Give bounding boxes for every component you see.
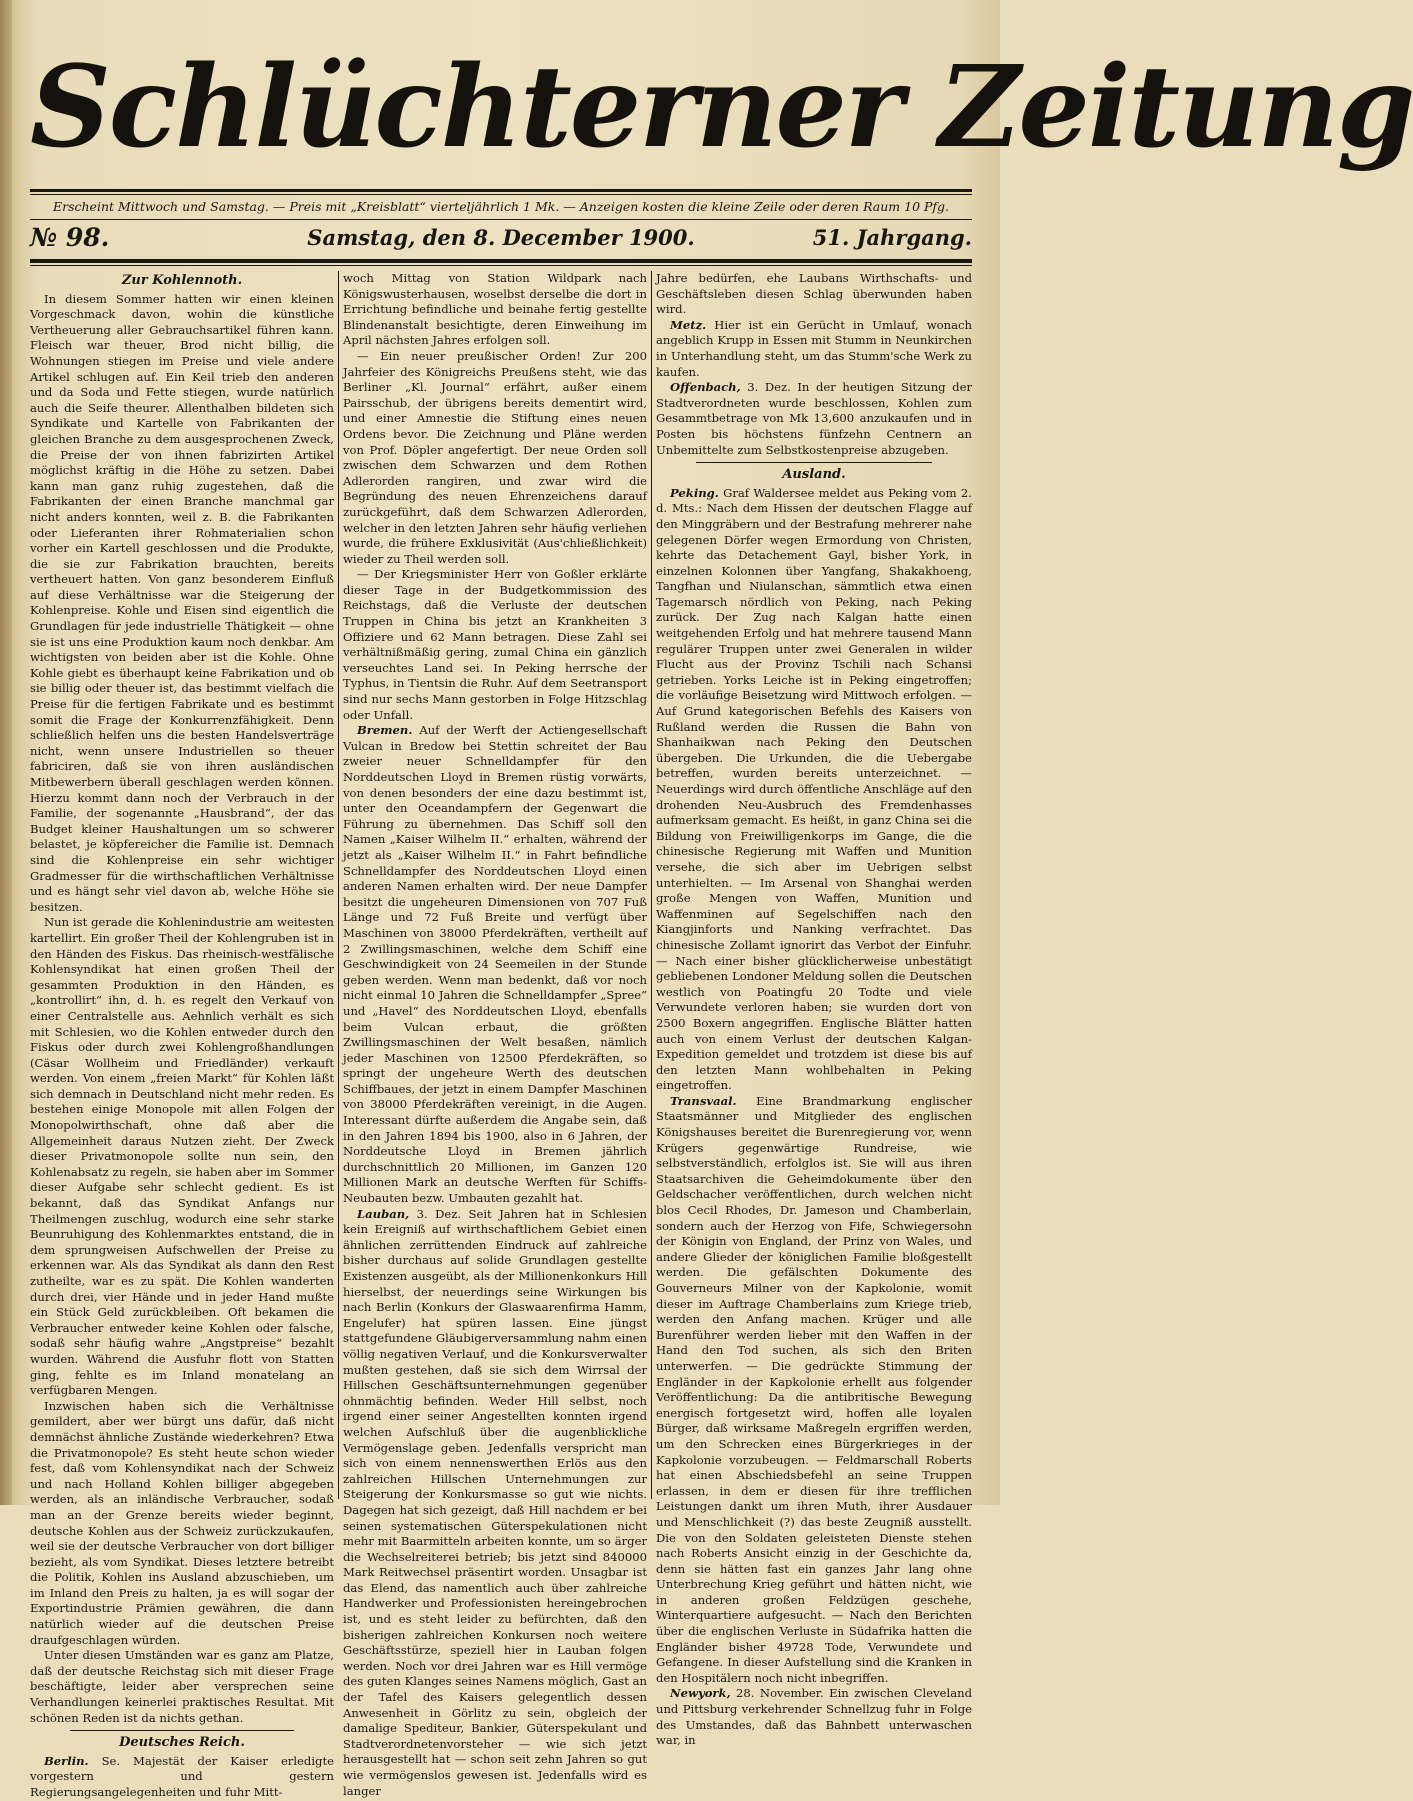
header-rule-thin	[30, 265, 972, 266]
section-rule	[70, 1730, 294, 1731]
issue-volume: 51. Jahrgang.	[812, 225, 972, 250]
article-paragraph	[656, 1094, 972, 1687]
column-3	[656, 271, 972, 1748]
dateline: Lauban,	[357, 1206, 410, 1221]
column-1	[30, 271, 334, 1799]
section-heading: Ausland.	[782, 467, 846, 483]
paragraph-text: Graf Waldersee meldet aus Peking vom 2. d. Mts.: Nach dem Hissen der deutschen Flagge auf den Minggräbern und der Bestrafung mehrerer nahe gelegenen Dörfer wegen Ermordung von Christen, kehrte das Detachement Gayl, bisher York, in einzelnen Kolonnen über Yangfang, Shakakhoeng, Tangfhan und Niulanschan, sämmtlich etwa einen Tagemarsch nördlich von Peking, nach Peking zurück. Der Zug nach Kalgan hatte einen weitgehenden Erfolg und hat mehrere tausend Mann regulärer Truppen unter zwei Generalen in wilder Flucht aus der Provinz Tschili nach Schansi getrieben. Yorks Leiche ist in Peking eingetroffen; die vorläufige Beisetzung wird Mittwoch erfolgen. — Auf Grund kategorischen Befehls des Kaisers von Rußland werden die Russen die Bahn von Shanhaikwan nach Peking den Deutschen übergeben. Die Urkunden, die die Uebergabe betreffen, wurden bereits unterzeichnet. — Neuerdings wird durch öffentliche Anschläge auf den drohenden Neu-Ausbruch des Fremdenhasses aufmerksam gemacht. Es heißt, in ganz China sei die Bildung von Freiwilligenkorps im Gange, die die chinesische Regierung mit Waffen und Munition versehe, die sich aber im Uebrigen selbst unterhielten. — Im Arsenal von Shanghai werden große Mengen von Waffen, Munition und Waffenminen auf Segelschiffen nach den Kiangjinforts und Nanking verfrachtet. Das chinesische Zollamt ignorirt das Verbot der Einfuhr. — Nach einer bisher glücklicherweise unbestätigt gebliebenen Londoner Meldung sollen die Deutschen westlich von Poatingfu 20 Todte und viele Verwundete verloren haben; sie wurden dort von 2500 Boxern angegriffen. Englische Blätter hatten auch von einem Verlust der deutschen Kalgan-Expedition gemeldet und trotzdem ist diese bis auf den letzten Mann wohlbehalten in Peking eingetroffen.	[656, 485, 972, 1093]
paragraph-text: Hier ist ein Gerücht in Umlauf, wonach angeblich Krupp in Essen mit Stumm in Neunkirchen in Unterhandlung steht, um das Stumm'sche Werk zu kaufen.	[656, 317, 972, 379]
info-rule	[30, 219, 972, 220]
article-paragraph: — Ein neuer preußischer Orden! Zur 200 Jahrfeier des Königreichs Preußens steht, wie das Berliner „Kl. Journal“ erfährt, außer einem Pairsschub, der übrigens bereits dementirt wird, und einer Amnestie die Stiftung eines neuen Ordens bevor. Die Zeichnung und Pläne werden von Prof. Döpler angefertigt. Der neue Orden soll zwischen dem Schwarzen und dem Rothen Adlerorden rangiren, und zwar wird die Begründung des neuen Ehrenzeichens darauf zurückgeführt, daß dem Schwarzen Adlerorden, welcher in den letzten Jahren sehr häufig verliehen wurde, die frühere Exklusivität (Aus'chließlichkeit) wieder zu Theil werden soll.	[343, 348, 647, 566]
issue-date: Samstag, den 8. December 1900.	[307, 225, 695, 250]
dateline: Offenbach,	[670, 380, 741, 395]
masthead-title: Schlüchterner Zeitung	[30, 42, 1413, 173]
publication-info: Erscheint Mittwoch und Samstag. — Preis mit „Kreisblatt“ vierteljährlich 1 Mk. — Anzeigen kosten die kleine Zeile oder deren Raum 10 Pfg.	[52, 199, 950, 214]
article-paragraph	[656, 486, 972, 1094]
masthead-rule	[30, 189, 972, 192]
page-edge	[0, 0, 12, 1505]
article-paragraph: In diesem Sommer hatten wir einen kleinen Vorgeschmack davon, wohin die künstliche Vertheuerung aller Gebrauchsartikel führen kann. Fleisch war theuer, Brod nicht billig, die Wohnungen stiegen im Preise und viele andere Artikel schlugen auf. Ein Keil trieb den anderen und da Soda und Fette stiegen, wurde natürlich auch die Seife theurer. Allenthalben bildeten sich Syndikate und Kartelle von Fabrikanten der gleichen Branche zu dem ausgesprochenen Zweck, die Preise der von ihnen fabrizirten Artikel möglichst kräftig in die Höhe zu setzen. Dabei kann man ganz ruhig zugestehen, daß die Fabrikanten der einen Branche manchmal gar nicht anders konnten, weil z. B. die Fabrikanten oder Lieferanten ihrer Rohmaterialien schon vorher ein Kartell geschlossen und die Produkte, die sie zur Fabrikation brauchten, bereits vertheuert hatten. Von ganz besonderem Einfluß auf diese Verhältnisse war die Steigerung der Kohlenpreise. Kohle und Eisen sind eigentlich die Grundlagen für jede industrielle Thätigkeit — ohne sie ist uns eine Produktion kaum noch denkbar. Am wichtigsten von beiden aber ist die Kohle. Ohne Kohle giebt es überhaupt keine Fabrikation und ob sie billig oder theuer ist, das bestimmt vielfach die Preise für die fertigen Fabrikate und es bestimmt somit die Frage der Konkurrenzfähigkeit. Denn schließlich helfen uns die besten Handelsverträge nicht, wenn unsere Industriellen so theuer fabriciren, daß sie von ihren ausländischen Mitbewerbern überall geschlagen werden können. Hierzu kommt dann noch der Verbrauch in der Familie, der sogenannte „Hausbrand“, der das Budget kleiner Haushaltungen um so schwerer belastet, je köpfereicher die Familie ist. Demnach sind die Kohlenpreise ein sehr wichtiger Gradmesser für die wirthschaftlichen Verhältnisse und es hängt sehr viel davon ab, welche Höhe sie besitzen.	[30, 291, 334, 914]
column-2	[343, 271, 647, 1798]
article-paragraph	[656, 380, 972, 458]
header-rule-thick	[30, 259, 972, 263]
article-paragraph: Jahre bedürfen, ehe Laubans Wirthschafts- und Geschäftsleben diesen Schlag überwunden haben wird.	[656, 271, 972, 317]
paragraph-text: Eine Brandmarkung englischer Staatsmänner und Mitglieder des englischen Königshauses bereitet die Burenregierung vor, wenn Krügers gegenwärtige Rundreise, wie selbstverständlich, erfolglos ist. Sie will aus ihren Staatsarchiven die Geheimdokumente über den Geldschacher veröffentlichen, durch welchen nicht blos Cecil Rhodes, Dr. Jameson und Chamberlain, sondern auch der Herzog von Fife, Schwiegersohn der Königin von England, der Prinz von Wales, und andere Glieder der königlichen Familie bloßgestellt werden. Die gefälschten Dokumente des Gouverneurs Milner von der Kapkolonie, womit dieser im Auftrage Chamberlains zum Kriege trieb, werden den Anfang machen. Krüger und alle Burenführer werden lieber mit den Waffen in der Hand den Tod suchen, als sich den Briten unterwerfen. — Die gedrückte Stimmung der Engländer in der Kapkolonie erhellt aus folgender Veröffentlichung: Da die antibritische Bewegung energisch fortgesetzt wird, hoffen alle loyalen Bürger, daß wirksame Maßregeln ergriffen werden, um den Schrecken eines Bürgerkrieges in der Kapkolonie vorzubeugen. — Feldmarschall Roberts hat einen Abschiedsbefehl an seine Truppen erlassen, in dem er diesen für ihre trefflichen Leistungen dankt um ihren Muth, ihrer Ausdauer und Menschlichkeit (?) das beste Zeugniß ausstellt. Die von den Soldaten geleisteten Dienste stehen nach Roberts Ansicht einzig in der Geschichte da, denn sie hätten fast ein ganzes Jahr lang ohne Unterbrechung Krieg geführt und hätten nicht, wie in anderen großen Feldzügen geschehe, Winterquartiere aufgesucht. — Nach den Berichten über die englischen Verluste in Südafrika hatten die Engländer bisher 49728 Tode, Verwundete und Gefangene. In dieser Aufstellung sind die Kranken in den Hospitälern noch nicht inbegriffen.	[656, 1093, 972, 1685]
paragraph-text: 28. November. Ein zwischen Cleveland und Pittsburg verkehrender Schnellzug fuhr in Folge des Umstandes, daß das Bahnbett unterwaschen war, in	[656, 1686, 972, 1748]
article-paragraph: Nun ist gerade die Kohlenindustrie am weitesten kartellirt. Ein großer Theil der Kohlengruben ist in den Händen des Fiskus. Das rheinisch-westfälische Kohlensyndikat hat einen großen Theil der gesammten Produktion in den Händen, es „kontrollirt“ ihn, d. h. es regelt den Verkauf von einer Centralstelle aus. Aehnlich verhält es sich mit Schlesien, wo die Kohlen entweder durch den Fiskus oder durch zwei Kohlengroßhandlungen (Cäsar Wollheim und Friedländer) verkauft werden. Von einem „freien Markt“ für Kohlen läßt sich demnach in Deutschland nicht mehr reden. Es bestehen einige Monopole mit allen Folgen der Monopolwirthschaft, ohne daß aber die Allgemeinheit daraus Nutzen zieht. Der Zweck dieser Privatmonopole sollte nun sein, den Kohlenabsatz zu regeln, sie haben aber im Sommer dieser Aufgabe sehr schlecht gedient. Es ist bekannt, daß das Syndikat Anfangs nur Theilmengen zuschlug, wodurch eine sehr starke Beunruhigung des Kohlenmarktes entstand, die in dem sprungweisen Aufschwellen der Preise zu erkennen war. Als das Syndikat als dann den Rest zutheilte, war es zu spät. Die Kohlen wanderten durch drei, vier Hände und in jeder Hand mußte ein Stück Geld zurückbleiben. Oft bekamen die Verbraucher entweder keine Kohlen oder falsche, sodaß sehr häufig wahre „Angstpreise“ bezahlt wurden. Während die Ausfuhr flott von Statten ging, fehlte es im Inland monatelang an verfügbaren Mengen.	[30, 915, 334, 1398]
section-rule	[696, 462, 932, 463]
paragraph-text: 3. Dez. In der heutigen Sitzung der Stadtverordneten wurde beschlossen, Kohlen zum Gesammtbetrage von Mk 13,600 anzukaufen und in Posten bis höchstens fünfzehn Centnern an Unbemittelte zum Selbstkostenpreise abzugeben.	[656, 380, 972, 457]
dateline: Transvaal.	[670, 1093, 737, 1108]
dateline: Bremen.	[357, 723, 413, 738]
article-paragraph: — Der Kriegsminister Herr von Goßler erklärte dieser Tage in der Budgetkommission des Reichstags, daß die Verluste der deutschen Truppen in China bis jetzt an Krankheiten 3 Offiziere und 62 Mann betragen. Diese Zahl sei verhältnißmäßig gering, zumal China ein gänzlich verseuchtes Land sei. In Peking herrsche der Typhus, in Tientsin die Ruhr. Auf dem Seetransport sind nur sechs Mann gestorben in Folge Hitzschlag oder Unfall.	[343, 567, 647, 722]
article-paragraph: woch Mittag von Station Wildpark nach Königswusterhausen, woselbst derselbe die dort in Errichtung befindliche und beinahe fertig gestellte Blindenanstalt besichtigte, deren Einweihung im April nächsten Jahres erfolgen soll.	[343, 271, 647, 348]
dateline: Metz.	[670, 317, 707, 332]
dateline: Newyork,	[670, 1686, 731, 1701]
dateline: Berlin.	[44, 1753, 89, 1768]
article-paragraph	[343, 1207, 647, 1800]
article-paragraph	[30, 1754, 334, 1801]
section-heading: Deutsches Reich.	[119, 1735, 245, 1751]
article-paragraph	[656, 318, 972, 380]
paragraph-text: 3. Dez. Seit Jahren hat in Schlesien kein Ereigniß auf wirthschaftlichem Gebiet einen ähnlichen zerrüttenden Eindruck auf zahlreiche bisher durchaus auf solide Grundlagen gestellte Existenzen ausgeübt, als der Millionenkonkurs Hill hierselbst, der neuerdings seine Wirkungen bis nach Berlin (Konkurs der Glaswaarenfirma Hamm, Engelufer) hat spüren lassen. Eine jüngst stattgefundene Gläubigerversammlung nahm einen völlig negativen Verlauf, und die Konkursverwalter mußten gestehen, daß sie sich dem Wirrsal der Hillschen Geschäftsunternehmungen gegenüber ohnmächtig befinden. Weder Hill selbst, noch irgend einer seiner Angestellten konnten irgend welchen Aufschluß über die augenblickliche Vermögenslage geben. Jedenfalls verspricht man sich von einem nennenswerthen Erlös aus den zahlreichen Hillschen Unternehmungen zur Steigerung der Konkursmasse so gut wie nichts. Dagegen hat sich gezeigt, daß Hill nachdem er bei seinen systematischen Güterspekulationen nicht mehr mit Baarmitteln arbeiten konnte, um so ärger die Wechselreiterei betrieb; bis jetzt sind 840000 Mark Reitwechsel präsentirt worden. Unsagbar ist das Elend, das namentlich auch über zahlreiche Handwerker und Professionisten hereingebrochen ist, und es steht leider zu befürchten, daß den bisherigen zahlreichen Konkursen noch weitere Geschäftsstürze, speziell hier in Lauban folgen werden. Noch vor drei Jahren war es Hill vermöge des guten Klanges seines Namens möglich, Gast an der Tafel des Kaisers gelegentlich dessen Anwesenheit in Görlitz zu sein, obgleich der damalige Spediteur, Bankier, Güterspekulant und Stadtverordnetenvorsteher — wie sich jetzt herausgestellt hat — schon seit zehn Jahren so gut wie vermögenslos gewesen ist. Jedenfalls wird es langer	[343, 1206, 647, 1798]
article-paragraph: Inzwischen haben sich die Verhältnisse gemildert, aber wer bürgt uns dafür, daß nicht demnächst ähnliche Zustände wiederkehren? Etwa die Privatmonopole? Es steht heute schon wieder fest, daß vom Kohlensyndikat nach der Schweiz und nach Holland Kohlen billiger abgegeben werden, als an inländische Verbraucher, sodaß man an der Grenze bereits wieder beginnt, deutsche Kohlen aus der Schweiz zurückzukaufen, weil sie der deutsche Verbraucher von dort billiger bezieht, als vom Syndikat. Dieses letztere betreibt die Politik, Kohlen ins Ausland abzuschieben, um im Inland den Preis zu halten, ja es will sogar der Exportindustrie Prämien gewähren, die dann natürlich wieder auf die deutschen Preise draufgeschlagen würden.	[30, 1398, 334, 1647]
column-divider	[651, 271, 652, 1499]
column-divider	[338, 271, 339, 1499]
article-paragraph: Unter diesen Umständen war es ganz am Platze, daß der deutsche Reichstag sich mit dieser Frage beschäftigte, leider aber versprechen seine Verhandlungen keinerlei praktisches Resultat. Mit schönen Reden ist da nichts gethan.	[30, 1648, 334, 1725]
masthead-rule-thin	[30, 194, 972, 195]
dateline: Peking.	[670, 485, 719, 500]
article-paragraph	[343, 723, 647, 1206]
issue-row	[30, 223, 972, 257]
article-paragraph	[656, 1686, 972, 1748]
paragraph-text: Se. Majestät der Kaiser erledigte vorgestern und gestern Regierungsangelegenheiten und fuhr Mitt-	[30, 1753, 334, 1799]
paragraph-text: Auf der Werft der Actiengesellschaft Vulcan in Bredow bei Stettin schreitet der Bau zweier neuer Schnelldampfer für den Norddeutschen Lloyd in Bremen rüstig vorwärts, von denen besonders der eine dazu bestimmt ist, unter den Oceandampfern der Gegenwart die Führung zu übernehmen. Das Schiff soll den Namen „Kaiser Wilhelm II.“ erhalten, während der jetzt als „Kaiser Wilhelm II.“ in Fahrt befindliche Schnelldampfer des Norddeutschen Lloyd einen anderen Namen erhalten wird. Der neue Dampfer besitzt die ungeheuren Dimensionen von 707 Fuß Länge und 72 Fuß Breite und verfügt über Maschinen von 38000 Pferdekräften, vertheilt auf 2 Zwillingsmaschinen, welche dem Schiff eine Geschwindigkeit von 24 Seemeilen in der Stunde geben werden. Wenn man bedenkt, daß vor noch nicht einmal 10 Jahren die Schnelldampfer „Spree“ und „Havel“ des Norddeutschen Lloyd, ebenfalls beim Vulcan erbaut, die größten Zwillingsmaschinen der Welt besaßen, nämlich jeder Maschinen von 12500 Pferdekräften, so springt der ungeheure Werth des deutschen Schiffbaues, der jetzt in einem Dampfer Maschinen von 38000 Pferdekräften vereinigt, in die Augen. Interessant dürfte außerdem die Angabe sein, daß in den Jahren 1894 bis 1900, also in 6 Jahren, der Norddeutsche Lloyd in Bremen jährlich durchschnittlich 20 Millionen, im Ganzen 120 Millionen Mark an deutsche Werften für Schiffs-Neubauten bezw. Umbauten gezahlt hat.	[343, 723, 647, 1206]
issue-number: № 98.	[30, 223, 110, 252]
article-heading: Zur Kohlennoth.	[121, 273, 243, 288]
